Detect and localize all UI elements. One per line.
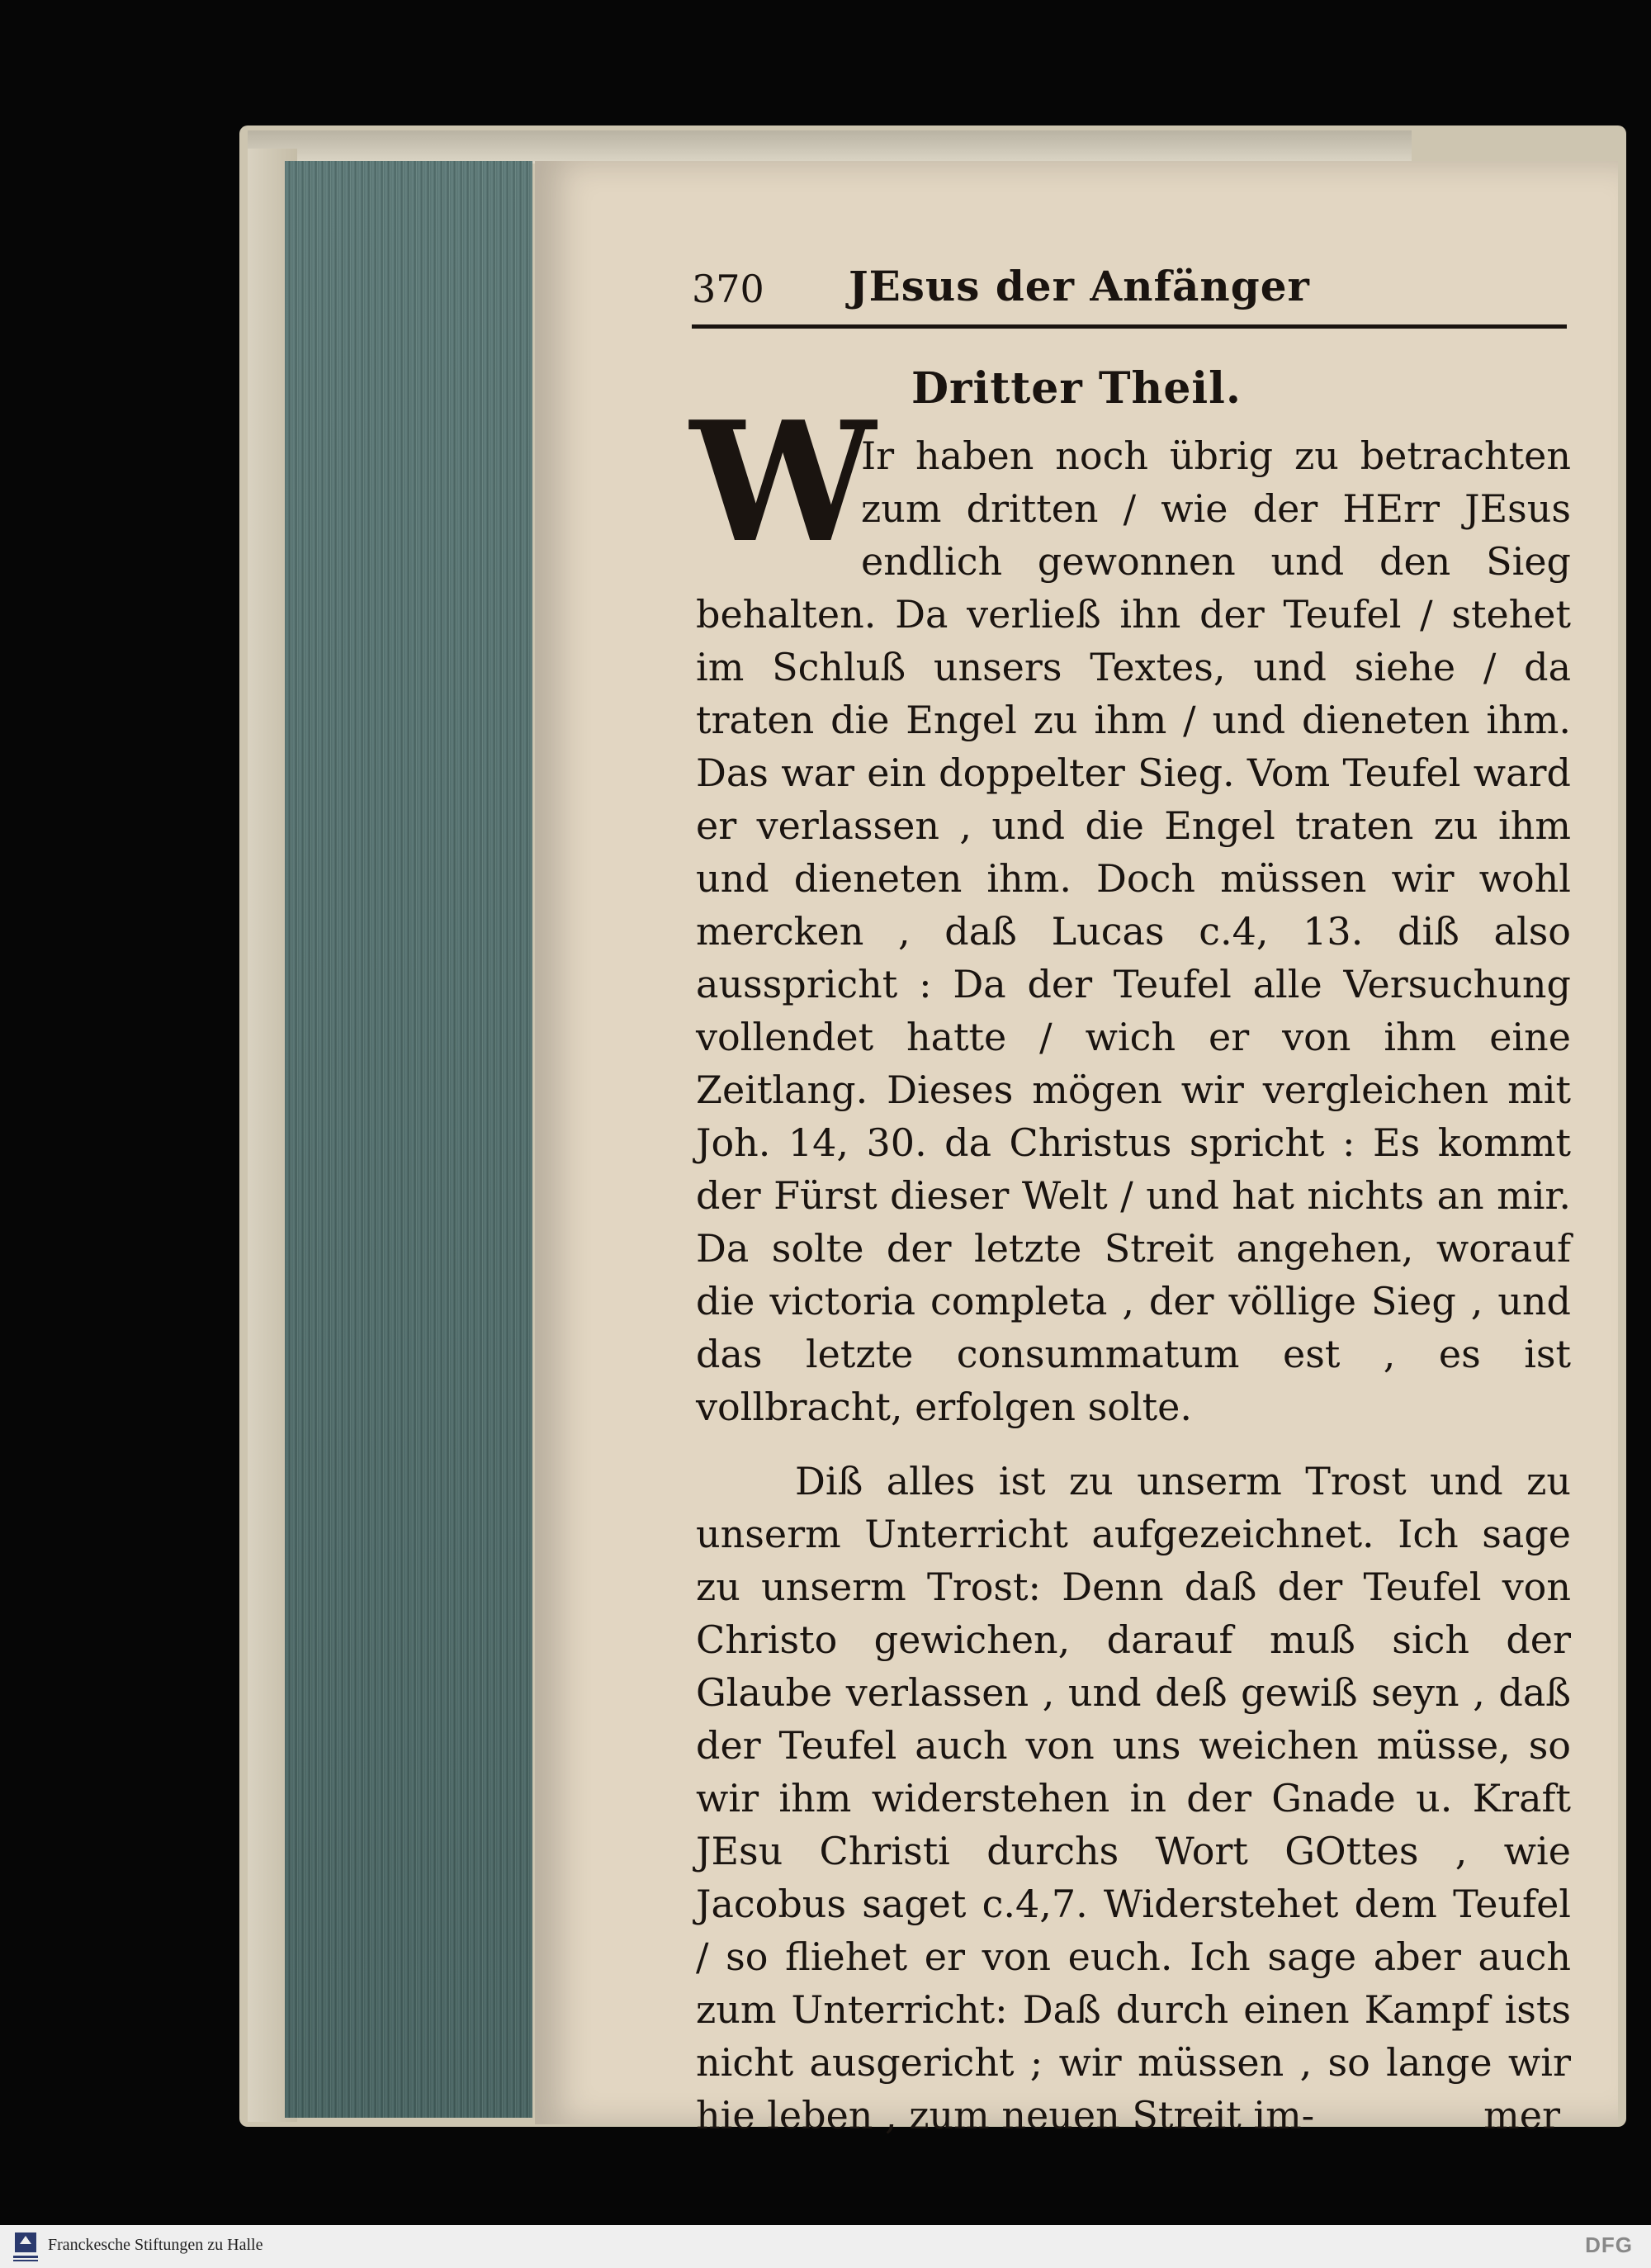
paragraph: Diß alles ist zu unserm Trost und zu unserm Unterricht aufgezeichnet. Ich sage zu unserm Trost: Denn daß der Teufel von Christo gewichen, darauf muß sich der Glaube verlassen , und deß gewiß seyn , daß der Teufel auch von uns weichen müsse, so wir ihm widerstehen in der Gnade u. Kraft JEsu Christi durchs Wort GOttes , wie Jacobus saget c.4,7. Widerstehet dem Teufel / so fliehet er von euch. Ich sage aber auch zum Unterricht: Daß durch einen Kampf ists nicht ausgericht ; wir müssen , so lange wir hie leben , zum neuen Streit im- xyxy=(696,1459,1571,2138)
header-rule xyxy=(692,324,1567,329)
running-head: JEsus der Anfänger xyxy=(849,262,1310,310)
institution-crest-icon xyxy=(12,2229,40,2264)
catchword: mer xyxy=(1483,2093,1560,2138)
institution-name: Franckesche Stiftungen zu Halle xyxy=(48,2236,263,2254)
paragraph: Ir haben noch übrig zu betrachten zum dritten / wie der HErr JEsus endlich gewonnen und den Sieg behalten. Da verließ ihn der Teufel / stehet im Schluß unsers Textes, und siehe / da traten die Engel zu ihm / und dieneten ihm. Das war ein doppelter Sieg. Vom Teufel ward er verlassen , und die Engel traten zu ihm und dieneten ihm. Doch müssen wir wohl mercken , daß Lucas c.4, 13. diß also ausspricht : Da der Teufel alle Versuchung vollendet hatte / wich er von ihm eine Zeitlang. Dieses mögen wir vergleichen mit Joh. 14, 30. da Christus spricht : Es kommt der Fürst dieser Welt / und hat nichts an mir. Da solte der letzte Streit angehen, worauf die victoria completa , der völlige Sieg , und das letzte consummatum est , es ist vollbracht, erfolgen solte. xyxy=(696,433,1571,1429)
drop-cap: W xyxy=(690,386,876,580)
body-text xyxy=(696,429,1571,2180)
book-top-edge xyxy=(248,130,1412,163)
drop-cap-space xyxy=(696,429,861,586)
page-edges xyxy=(285,161,532,2118)
page-number: 370 xyxy=(692,267,764,311)
page-header xyxy=(692,258,1311,324)
dfg-logo: DFG xyxy=(1585,2232,1633,2257)
book-page xyxy=(535,161,1618,2138)
section-title: Dritter Theil. xyxy=(911,363,1242,414)
